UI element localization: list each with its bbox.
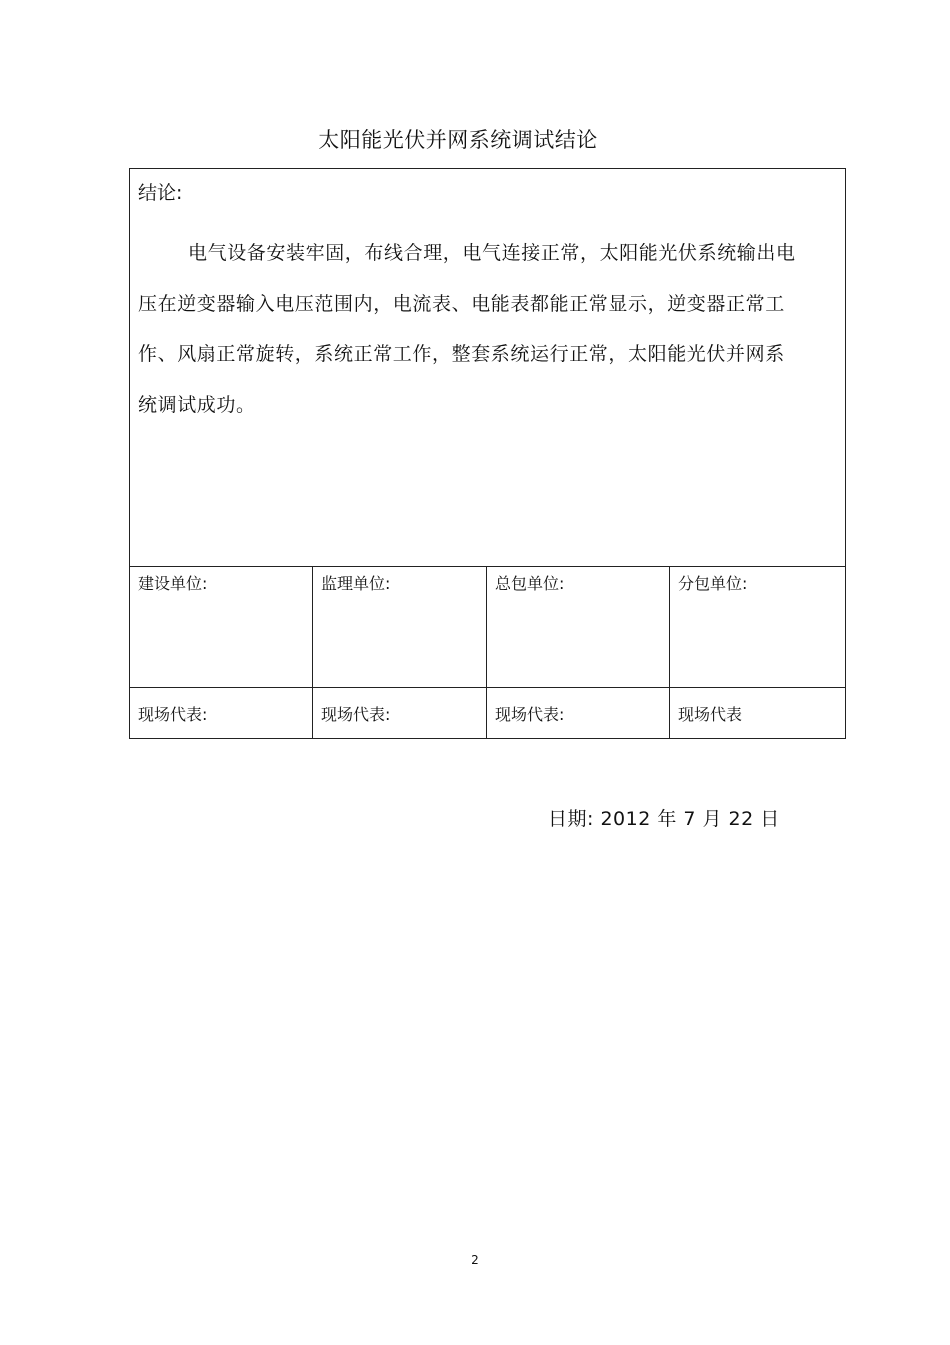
representative-cell [130,688,313,739]
conclusion-form-table [129,168,846,739]
representative-cell [670,688,846,739]
representative-cell [313,688,487,739]
representative-label: 现场代表: [138,704,208,724]
representative-cell [487,688,670,739]
conclusion-cell [130,169,846,567]
date-line: 日期: 2012 年 7 月 22 日 [548,808,780,830]
subcontractor-label: 分包单位: [678,574,748,593]
representative-row [130,688,846,739]
representative-label: 现场代表: [495,704,565,724]
representative-label: 现场代表: [321,704,391,724]
construction-unit-cell [130,567,313,688]
conclusion-label: 结论: [138,182,183,204]
representative-label: 现场代表 [678,704,743,724]
supervision-unit-label: 监理单位: [321,574,391,593]
page-number: 2 [471,1253,479,1267]
supervision-unit-cell [313,567,487,688]
conclusion-text: 电气设备安装牢固，布线合理，电气连接正常，太阳能光伏系统输出电压在逆变器输入电压范围内，电流表、电能表都能正常显示，逆变器正常工作、风扇正常旋转，系统正常工作，整套系统运行正常，太阳能光伏并网系统调试成功。 [138,242,796,416]
conclusion-row [130,169,846,567]
general-contractor-cell [487,567,670,688]
general-contractor-label: 总包单位: [495,574,565,593]
subcontractor-cell [670,567,846,688]
document-title: 太阳能光伏并网系统调试结论 [318,128,598,152]
construction-unit-label: 建设单位: [138,574,208,593]
unit-row [130,567,846,688]
